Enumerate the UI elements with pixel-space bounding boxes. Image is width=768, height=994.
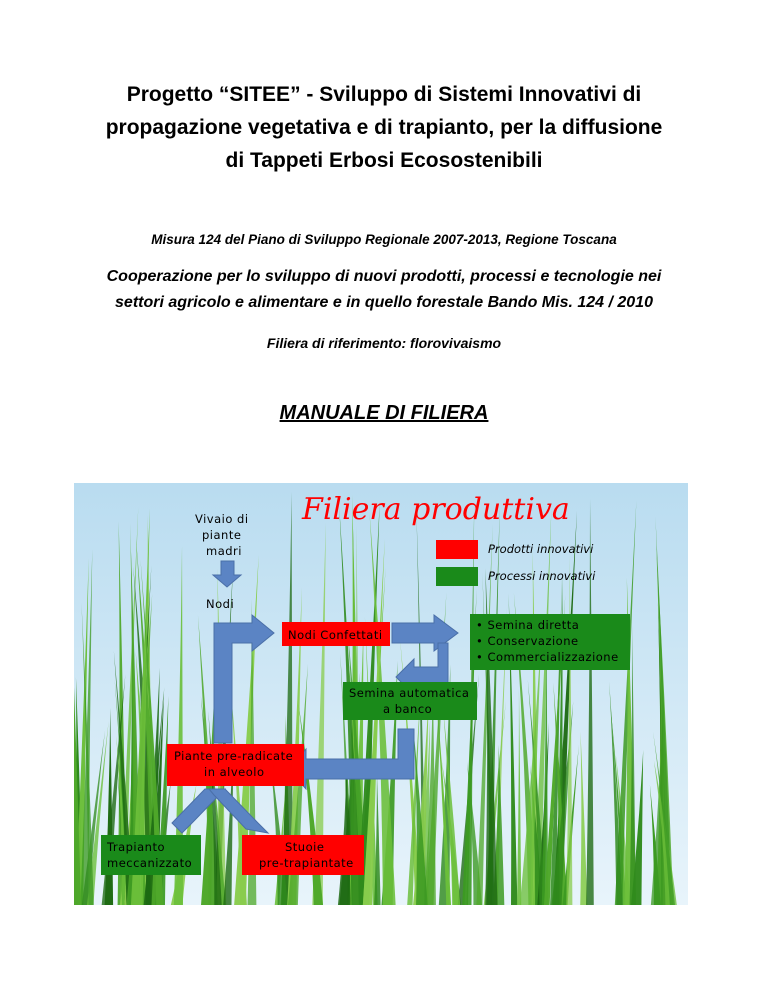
legend-red-swatch xyxy=(436,540,478,559)
filiera-riferimento: Filiera di riferimento: florovivaismo xyxy=(266,335,502,351)
semina-automatica-line-2: a banco xyxy=(383,702,433,716)
piante-line-2: in alveolo xyxy=(204,765,265,779)
trapianto-line-1: Trapianto xyxy=(107,840,165,854)
legend-green-label: Processi innovativi xyxy=(488,569,596,583)
title-line-1: Progetto “SITEE” - Sviluppo di Sistemi Innovativi di xyxy=(126,83,642,106)
semina-list-item-3: • Commercializzazione xyxy=(476,650,619,664)
title-line-3: di Tappeti Erbosi Ecosostenibili xyxy=(225,149,543,172)
cooperazione-text xyxy=(40,264,728,316)
piante-line-1: Piante pre-radicate xyxy=(174,749,294,763)
legend-red-label: Prodotti innovativi xyxy=(488,542,594,556)
cooperazione-line-2: settori agricolo e alimentare e in quello forestale Bando Mis. 124 / 2010 xyxy=(115,294,653,311)
vivaio-line-2: piante xyxy=(202,528,242,542)
vivaio-line-3: madri xyxy=(206,544,242,558)
title-line-2: propagazione vegetativa e di trapianto, per la diffusione xyxy=(105,116,663,139)
semina-list-item-1: • Semina diretta xyxy=(476,618,580,632)
node-nodi: Nodi xyxy=(206,597,235,611)
document-title xyxy=(60,78,708,177)
semina-list-item-2: • Conservazione xyxy=(476,634,579,648)
misura-line: Misura 124 del Piano di Sviluppo Regionale 2007-2013, Regione Toscana xyxy=(151,232,617,247)
manuale-heading: MANUALE DI FILIERA xyxy=(279,402,489,424)
vivaio-line-1: Vivaio di xyxy=(195,512,249,526)
semina-automatica-line-1: Semina automatica xyxy=(349,686,470,700)
filiera-diagram xyxy=(74,483,688,905)
legend-green-swatch xyxy=(436,567,478,586)
node-nodi-confettati-label: Nodi Confettati xyxy=(288,628,383,642)
stuoie-line-1: Stuoie xyxy=(285,840,325,854)
stuoie-line-2: pre-trapiantate xyxy=(259,856,354,870)
trapianto-line-2: meccanizzato xyxy=(107,856,193,870)
cooperazione-line-1: Cooperazione per lo sviluppo di nuovi prodotti, processi e tecnologie nei xyxy=(106,268,662,285)
diagram-title: Filiera produttiva xyxy=(302,492,570,527)
